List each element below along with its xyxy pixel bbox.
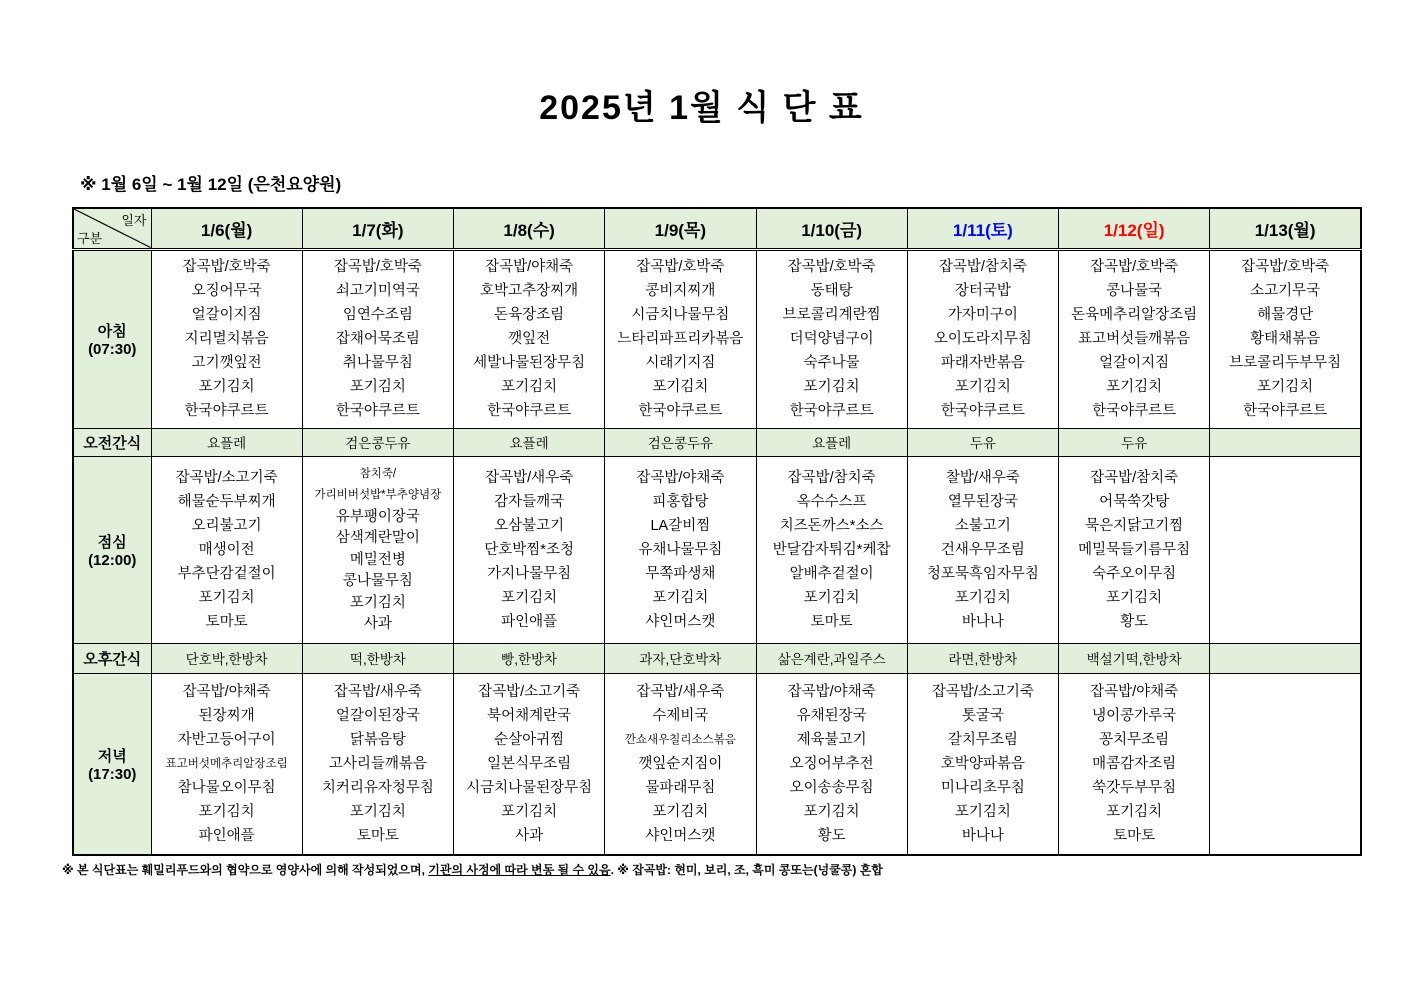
menu-item: 피홍합탕 [652,493,709,510]
day-header: 1/10(금) [756,208,907,249]
menu-item: 토마토 [1113,827,1156,844]
snack-cell: 과자,단호박차 [605,643,756,673]
menu-item: 포기김치 [652,803,709,820]
meal-cell [1210,249,1361,428]
meal-cell [756,673,907,855]
menu-item: 시래기지짐 [645,355,716,371]
menu-item: 무쪽파생채 [645,565,716,582]
menu-item: 장터국밥 [954,283,1011,299]
menu-item: 토마토 [356,827,399,844]
meal-cell [302,673,453,855]
menu-item: 포기김치 [198,379,255,395]
menu-item: 제육불고기 [796,731,867,748]
menu-item: 건새우무조림 [940,541,1025,558]
meal-row [73,249,1361,428]
meal-cell [454,673,605,855]
menu-item: 파래자반볶음 [940,355,1025,371]
meal-cell [605,673,756,855]
meal-cell [605,249,756,428]
meal-cell [302,249,453,428]
snack-cell: 떡,한방차 [302,643,453,673]
menu-item: 콩비지찌개 [645,283,716,299]
meal-cell [1059,456,1210,643]
snack-cell: 단호박,한방차 [151,643,302,673]
menu-item: 잡곡밥/참치죽 [1090,469,1179,486]
menu-item: 숙주오이무침 [1092,565,1177,582]
menu-item: 잡채어묵조림 [335,331,420,347]
menu-item: 취나물무침 [342,355,413,371]
menu-item: 포기김치 [1106,589,1163,606]
menu-table-body [73,208,1361,855]
footnote-underlined: 기관의 사정에 따라 변동 될 수 있음 [428,863,611,877]
meal-cell [907,249,1058,428]
menu-item: 콩나물무침 [342,573,413,589]
menu-item: 톳굴국 [961,707,1004,724]
row-label: 오전간식 [73,428,151,456]
row-label: 아침 (07:30) [73,249,151,428]
menu-item: 샤인머스캣 [645,613,716,630]
menu-item: 오이송송무침 [789,779,874,796]
menu-item: 돈육메추리알장조림 [1071,307,1198,323]
menu-item: 해물순두부찌개 [177,493,276,510]
menu-item: 치즈돈까스*소스 [779,517,884,534]
menu-item: 오징어무국 [191,283,262,299]
snack-cell: 요플레 [151,428,302,456]
menu-item: 유채된장국 [796,707,867,724]
day-header: 1/6(월) [151,208,302,249]
menu-item: 포기김치 [501,803,558,820]
menu-item: 포기김치 [198,803,255,820]
menu-item: 해물경단 [1257,307,1314,323]
menu-item: 포기김치 [1106,803,1163,820]
menu-item: 잡곡밥/호박죽 [1090,259,1179,275]
snack-cell: 두유 [1059,428,1210,456]
meal-cell [151,249,302,428]
corner-label-category: 구분 [77,230,103,246]
menu-item: 포기김치 [803,803,860,820]
row-label: 저녁 (17:30) [73,673,151,855]
snack-cell: 검은콩두유 [605,428,756,456]
menu-item: 잡곡밥/새우죽 [636,683,725,700]
menu-item: 닭볶음탕 [349,731,406,748]
menu-item: 황도 [1120,613,1149,630]
menu-item: 포기김치 [501,589,558,606]
menu-item: 얼갈이된장국 [335,707,420,724]
menu-item: 미나리초무침 [940,779,1025,796]
menu-item: 오이도라지무침 [933,331,1032,347]
menu-item: 매생이전 [198,541,255,558]
menu-item: 어묵쑥갓탕 [1099,493,1170,510]
menu-item: 포기김치 [652,589,709,606]
snack-cell: 백설기떡,한방차 [1059,643,1210,673]
menu-item: 포기김치 [954,589,1011,606]
menu-item: 토마토 [205,613,248,630]
menu-item: 잡곡밥/호박죽 [1241,259,1330,275]
menu-item: 깻잎전 [508,331,551,347]
menu-item: 포기김치 [349,594,406,611]
snack-cell: 두유 [907,428,1058,456]
day-header: 1/9(목) [605,208,756,249]
footnote-post: . ※ 잡곡밥: 현미, 보리, 조, 흑미 콩또는(넝쿨콩) 혼합 [610,863,883,877]
menu-item: 세발나물된장무침 [473,355,586,371]
menu-item: 숙주나물 [803,355,860,371]
menu-item: 잡곡밥/호박죽 [182,259,271,275]
menu-item: 잡곡밥/호박죽 [333,259,422,275]
menu-item: 깻잎순지짐이 [638,755,723,772]
menu-item: 잡곡밥/야채죽 [787,683,876,700]
snack-cell: 빵,한방차 [454,643,605,673]
day-header: 1/11(토) [907,208,1058,249]
menu-item: 한국야쿠르트 [184,403,269,419]
menu-item: 고기깻잎전 [191,355,262,371]
menu-item: 치커리유자청무침 [321,779,434,796]
snack-cell: 요플레 [756,428,907,456]
snack-cell: 요플레 [454,428,605,456]
menu-item: 얼갈이지짐 [191,307,262,323]
menu-item: 일본식무조림 [487,755,572,772]
menu-item: 유부팽이장국 [335,508,420,525]
footnote [62,861,883,878]
menu-item: 고사리들깨볶음 [328,755,427,772]
menu-item: 된장찌개 [198,707,255,724]
meal-cell [454,456,605,643]
menu-item: 유채나물무침 [638,541,723,558]
menu-item: 소불고기 [954,517,1011,534]
menu-item: 단호박찜*조청 [484,541,574,558]
menu-item: 한국야쿠르트 [789,403,874,419]
meal-cell [151,456,302,643]
menu-item: 호박양파볶음 [940,755,1025,772]
menu-item: 잡곡밥/새우죽 [485,469,574,486]
meal-cell [756,249,907,428]
meal-cell [756,456,907,643]
menu-item: 포기김치 [954,379,1011,395]
table-header-row [73,208,1361,249]
snack-cell [1210,643,1361,673]
menu-item: 시금치나물된장무침 [466,779,593,796]
menu-item: 옥수수스프 [796,493,867,510]
menu-item: 포기김치 [501,379,558,395]
snack-row [73,643,1361,673]
menu-item: 북어채계란국 [487,707,572,724]
menu-item: 부추단감겉절이 [177,565,276,582]
menu-item: 잡곡밥/소고기죽 [478,683,581,700]
meal-row [73,673,1361,855]
meal-cell [302,456,453,643]
menu-item: LA갈비찜 [650,517,711,534]
menu-item: 느타리파프리카볶음 [617,331,744,347]
menu-item: 쇠고기미역국 [335,283,420,299]
menu-item: 알배추겉절이 [789,565,874,582]
menu-item: 갈치무조림 [947,731,1018,748]
menu-item: 냉이콩가루국 [1092,707,1177,724]
menu-item: 잡곡밥/참치죽 [938,259,1027,275]
menu-item: 자반고등어구이 [177,731,276,748]
menu-item: 시금치나물무침 [631,307,730,323]
menu-item: 포기김치 [198,589,255,606]
menu-item: 깐쇼새우칠리소스볶음 [624,733,736,746]
menu-item: 잡곡밥/소고기죽 [175,469,278,486]
menu-item: 한국야쿠르트 [940,403,1025,419]
meal-cell [1059,673,1210,855]
row-label: 오후간식 [73,643,151,673]
menu-item: 반달감자튀김*케찹 [772,541,891,558]
menu-item: 묵은지닭고기찜 [1085,517,1184,534]
menu-item: 가지나물무침 [487,565,572,582]
menu-item: 동태탕 [810,283,853,299]
menu-item: 한국야쿠르트 [1092,403,1177,419]
menu-item: 메밀전병 [349,551,406,568]
meal-cell [1210,456,1361,643]
menu-item: 파인애플 [198,827,255,844]
menu-item: 오리불고기 [191,517,262,534]
menu-item: 포기김치 [349,379,406,395]
meal-plan-table [72,207,1362,856]
menu-item: 지리멸치볶음 [184,331,269,347]
menu-item: 토마토 [810,613,853,630]
menu-item: 포기김치 [349,803,406,820]
menu-item: 소고기무국 [1250,283,1321,299]
snack-cell: 검은콩두유 [302,428,453,456]
day-header: 1/8(수) [454,208,605,249]
menu-item: 잡곡밥/호박죽 [636,259,725,275]
menu-item: 잡곡밥/야채죽 [182,683,271,700]
meal-cell [151,673,302,855]
snack-cell: 라면,한방차 [907,643,1058,673]
menu-item: 콩나물국 [1106,283,1163,299]
menu-item: 표고버섯들깨볶음 [1078,331,1191,347]
menu-item: 참나물오이무침 [177,779,276,796]
menu-item: 포기김치 [803,589,860,606]
day-header: 1/7(화) [302,208,453,249]
menu-item: 잡곡밥/야채죽 [636,469,725,486]
menu-item: 열무된장국 [947,493,1018,510]
menu-item: 포기김치 [1106,379,1163,395]
menu-item: 한국야쿠르트 [638,403,723,419]
menu-item: 잡곡밥/야채죽 [1090,683,1179,700]
menu-item: 호박고추장찌개 [480,283,579,299]
menu-item: 수제비국 [652,707,709,724]
corner-cell [73,208,151,249]
menu-item: 바나나 [961,613,1004,630]
menu-item: 브로콜리두부무침 [1229,355,1342,371]
menu-item: 포기김치 [1257,379,1314,395]
menu-item: 한국야쿠르트 [1243,403,1328,419]
menu-item: 오삼불고기 [494,517,565,534]
meal-row [73,456,1361,643]
menu-item: 돈육장조림 [494,307,565,323]
menu-item: 바나나 [961,827,1004,844]
menu-item: 매콤감자조림 [1092,755,1177,772]
meal-cell [454,249,605,428]
meal-cell [1059,249,1210,428]
menu-item: 꽁치무조림 [1099,731,1170,748]
menu-item: 표고버섯메추리알장조림 [165,757,288,770]
menu-item: 얼갈이지짐 [1099,355,1170,371]
menu-item: 사과 [515,827,544,844]
menu-item: 메밀묵들기름무침 [1078,541,1191,558]
meal-cell [907,673,1058,855]
menu-item: 가자미구이 [947,307,1018,323]
menu-item: 포기김치 [652,379,709,395]
menu-item: 잡곡밥/소고기죽 [931,683,1034,700]
corner-label-date: 일자 [121,213,147,228]
menu-item: 황도 [817,827,846,844]
menu-item: 잡곡밥/참치죽 [787,469,876,486]
snack-cell: 삶은계란,과일주스 [756,643,907,673]
menu-item: 사과 [363,616,392,632]
menu-item: 샤인머스캣 [645,827,716,844]
meal-cell [1210,673,1361,855]
menu-item: 순살아귀찜 [494,731,565,748]
menu-item: 황태채볶음 [1250,331,1321,347]
menu-item: 쑥갓두부무침 [1092,779,1177,796]
menu-item: 더덕양념구이 [789,331,874,347]
day-header: 1/13(월) [1210,208,1361,249]
menu-item: 가리비버섯밥*부추양념장 [314,489,442,501]
snack-row [73,428,1361,456]
menu-item: 청포묵흑임자무침 [926,565,1039,582]
menu-item: 브로콜리계란찜 [782,307,881,323]
menu-item: 잡곡밥/새우죽 [333,683,422,700]
menu-item: 오징어부추전 [789,755,874,772]
menu-item: 한국야쿠르트 [335,403,420,419]
day-header: 1/12(일) [1059,208,1210,249]
meal-cell [605,456,756,643]
row-label: 점심 (12:00) [73,456,151,643]
menu-item: 임연수조림 [342,307,413,323]
menu-item: 한국야쿠르트 [487,403,572,419]
footnote-pre: ※ 본 식단표는 훼밀리푸드와의 협약으로 영양사에 의해 작성되었으며, [62,863,429,877]
menu-item: 참치죽/ [359,467,397,480]
subtitle: ※ 1월 6일 ~ 1월 12일 (은천요양원) [80,175,342,194]
menu-item: 파인애플 [501,613,558,630]
menu-item: 찰밥/새우죽 [945,469,1020,486]
menu-item: 삼색계란말이 [335,530,420,546]
menu-item: 포기김치 [803,379,860,395]
meal-cell [907,456,1058,643]
menu-item: 감자들깨국 [494,493,565,510]
menu-item: 잡곡밥/야채죽 [485,259,574,275]
menu-item: 물파래무침 [645,779,716,796]
menu-item: 포기김치 [954,803,1011,820]
snack-cell [1210,428,1361,456]
page-title: 2025년 1월 식 단 표 [539,89,864,127]
menu-item: 잡곡밥/호박죽 [787,259,876,275]
